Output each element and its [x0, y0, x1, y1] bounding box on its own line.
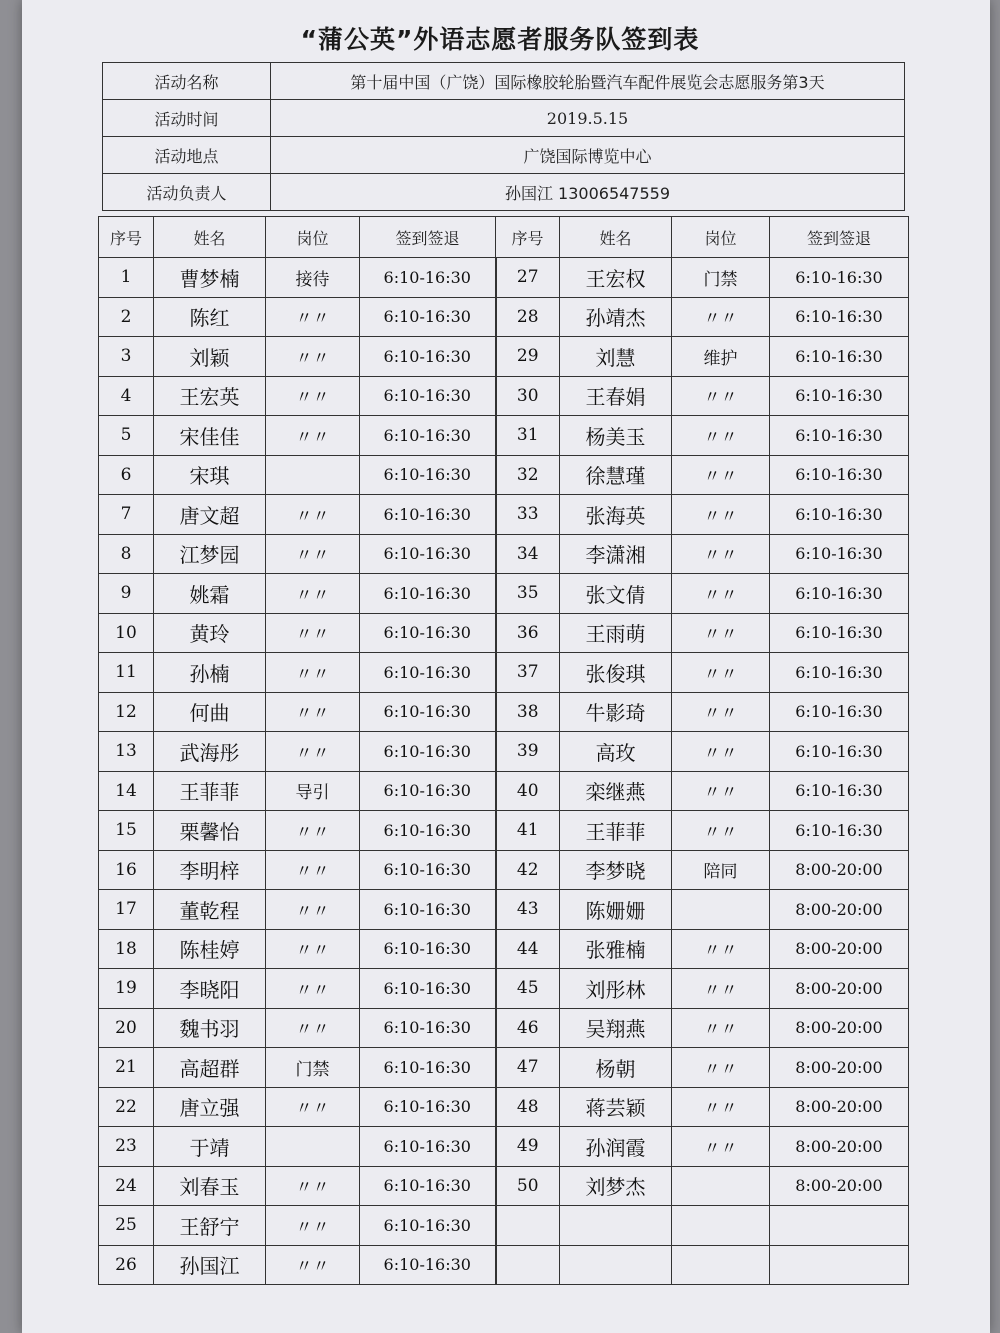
header-sign-right: 签到签退: [770, 217, 909, 258]
cell-post-left: [266, 1127, 360, 1167]
cell-name-right: [560, 1245, 672, 1285]
cell-no-left: 1: [99, 258, 154, 298]
table-row: [99, 1245, 909, 1285]
cell-sign-time-left: 6:10-16:30: [360, 732, 496, 772]
cell-name-left: 于靖: [154, 1127, 266, 1167]
cell-post-right: 〃〃: [672, 1087, 770, 1127]
cell-sign-time-left: 6:10-16:30: [360, 534, 496, 574]
cell-name-right: 徐慧瑾: [560, 455, 672, 495]
sheet-title: “蒲公英”外语志愿者服务队签到表: [300, 25, 700, 54]
cell-sign-time-left: 6:10-16:30: [360, 1008, 496, 1048]
cell-post-right: 〃〃: [672, 574, 770, 614]
cell-post-left: 接待: [266, 258, 360, 298]
table-row: [99, 811, 909, 851]
activity-place-row: [103, 137, 905, 174]
activity-info-table: [102, 62, 905, 211]
header-sign-left: 签到签退: [360, 217, 496, 258]
cell-sign-time-left: 6:10-16:30: [360, 297, 496, 337]
cell-sign-time-right: 6:10-16:30: [770, 692, 909, 732]
cell-name-left: 姚霜: [154, 574, 266, 614]
cell-no-right: 42: [496, 850, 560, 890]
activity-name-label: 活动名称: [103, 63, 271, 100]
cell-sign-time-right: 6:10-16:30: [770, 455, 909, 495]
cell-name-left: 陈桂婷: [154, 929, 266, 969]
cell-name-right: 刘慧: [560, 337, 672, 377]
header-name-right: 姓名: [560, 217, 672, 258]
cell-no-left: 9: [99, 574, 154, 614]
cell-name-right: 张俊琪: [560, 653, 672, 693]
cell-sign-time-right: [770, 1245, 909, 1285]
cell-post-left: 〃〃: [266, 1087, 360, 1127]
cell-post-left: 〃〃: [266, 495, 360, 535]
cell-no-left: 25: [99, 1206, 154, 1246]
leader-row: [103, 174, 905, 211]
cell-no-left: 20: [99, 1008, 154, 1048]
cell-no-left: 24: [99, 1166, 154, 1206]
cell-post-right: 〃〃: [672, 455, 770, 495]
cell-post-right: 〃〃: [672, 653, 770, 693]
cell-name-left: 何曲: [154, 692, 266, 732]
cell-post-right: 〃〃: [672, 969, 770, 1009]
cell-no-right: 28: [496, 297, 560, 337]
cell-name-left: 宋佳佳: [154, 416, 266, 456]
cell-name-right: 张雅楠: [560, 929, 672, 969]
cell-post-left: 〃〃: [266, 692, 360, 732]
cell-name-right: 刘彤林: [560, 969, 672, 1009]
cell-name-left: 王舒宁: [154, 1206, 266, 1246]
cell-no-right: 27: [496, 258, 560, 298]
cell-name-left: 栗馨怡: [154, 811, 266, 851]
cell-sign-time-left: 6:10-16:30: [360, 376, 496, 416]
cell-post-left: 〃〃: [266, 850, 360, 890]
cell-name-left: 李明梓: [154, 850, 266, 890]
cell-sign-time-left: 6:10-16:30: [360, 771, 496, 811]
cell-post-right: 〃〃: [672, 692, 770, 732]
cell-sign-time-left: 6:10-16:30: [360, 811, 496, 851]
cell-post-left: 门禁: [266, 1048, 360, 1088]
cell-no-right: 35: [496, 574, 560, 614]
cell-name-left: 王菲菲: [154, 771, 266, 811]
cell-name-right: 王宏权: [560, 258, 672, 298]
cell-no-left: 13: [99, 732, 154, 772]
cell-post-right: 门禁: [672, 258, 770, 298]
cell-no-left: 22: [99, 1087, 154, 1127]
cell-post-left: 〃〃: [266, 574, 360, 614]
leader-value: 孙国江 13006547559: [271, 174, 905, 211]
cell-sign-time-left: 6:10-16:30: [360, 850, 496, 890]
cell-sign-time-right: 6:10-16:30: [770, 495, 909, 535]
cell-no-left: 18: [99, 929, 154, 969]
cell-no-left: 12: [99, 692, 154, 732]
table-row: [99, 732, 909, 772]
cell-sign-time-right: 6:10-16:30: [770, 376, 909, 416]
cell-name-left: 董乾程: [154, 890, 266, 930]
cell-post-right: 〃〃: [672, 1048, 770, 1088]
cell-name-right: 张文倩: [560, 574, 672, 614]
cell-sign-time-left: 6:10-16:30: [360, 337, 496, 377]
cell-no-right: 43: [496, 890, 560, 930]
cell-name-right: 刘梦杰: [560, 1166, 672, 1206]
cell-sign-time-right: 6:10-16:30: [770, 258, 909, 298]
cell-sign-time-left: 6:10-16:30: [360, 1206, 496, 1246]
cell-post-left: 〃〃: [266, 1245, 360, 1285]
cell-sign-time-right: 8:00-20:00: [770, 1127, 909, 1167]
cell-no-right: 31: [496, 416, 560, 456]
table-row: [99, 455, 909, 495]
cell-no-right: 36: [496, 613, 560, 653]
cell-sign-time-left: 6:10-16:30: [360, 692, 496, 732]
table-row: [99, 297, 909, 337]
cell-name-left: 宋琪: [154, 455, 266, 495]
cell-sign-time-left: 6:10-16:30: [360, 1087, 496, 1127]
cell-post-right: 〃〃: [672, 1127, 770, 1167]
cell-post-right: 〃〃: [672, 811, 770, 851]
cell-name-right: 张海英: [560, 495, 672, 535]
header-name-left: 姓名: [154, 217, 266, 258]
cell-name-right: 杨朝: [560, 1048, 672, 1088]
cell-name-left: 刘颖: [154, 337, 266, 377]
cell-post-right: [672, 1245, 770, 1285]
cell-name-left: 孙楠: [154, 653, 266, 693]
cell-no-right: 39: [496, 732, 560, 772]
cell-no-left: 6: [99, 455, 154, 495]
cell-no-left: 26: [99, 1245, 154, 1285]
cell-name-left: 刘春玉: [154, 1166, 266, 1206]
cell-name-left: 曹梦楠: [154, 258, 266, 298]
cell-post-left: 〃〃: [266, 416, 360, 456]
cell-post-right: 〃〃: [672, 771, 770, 811]
cell-no-left: 5: [99, 416, 154, 456]
table-row: [99, 574, 909, 614]
cell-sign-time-right: 8:00-20:00: [770, 1048, 909, 1088]
table-row: [99, 1008, 909, 1048]
cell-no-right: [496, 1206, 560, 1246]
roster-body: [99, 258, 909, 1285]
cell-sign-time-left: 6:10-16:30: [360, 653, 496, 693]
cell-name-left: 高超群: [154, 1048, 266, 1088]
cell-post-left: 〃〃: [266, 337, 360, 377]
cell-post-right: 〃〃: [672, 1008, 770, 1048]
cell-post-left: 〃〃: [266, 969, 360, 1009]
table-row: [99, 1166, 909, 1206]
cell-sign-time-left: 6:10-16:30: [360, 1048, 496, 1088]
cell-sign-time-left: 6:10-16:30: [360, 455, 496, 495]
cell-no-left: 15: [99, 811, 154, 851]
table-row: [99, 890, 909, 930]
table-row: [99, 969, 909, 1009]
cell-sign-time-right: 6:10-16:30: [770, 771, 909, 811]
cell-name-right: 高玫: [560, 732, 672, 772]
cell-post-right: 维护: [672, 337, 770, 377]
table-row: [99, 653, 909, 693]
table-row: [99, 850, 909, 890]
cell-no-right: 49: [496, 1127, 560, 1167]
cell-sign-time-left: 6:10-16:30: [360, 613, 496, 653]
cell-no-right: 30: [496, 376, 560, 416]
cell-sign-time-right: 8:00-20:00: [770, 890, 909, 930]
cell-no-right: 38: [496, 692, 560, 732]
cell-post-right: 〃〃: [672, 297, 770, 337]
cell-name-right: 陈姗姗: [560, 890, 672, 930]
table-row: [99, 1206, 909, 1246]
cell-post-right: 〃〃: [672, 376, 770, 416]
cell-no-right: 41: [496, 811, 560, 851]
cell-no-left: 16: [99, 850, 154, 890]
table-row: [99, 376, 909, 416]
cell-sign-time-left: 6:10-16:30: [360, 495, 496, 535]
cell-sign-time-right: 6:10-16:30: [770, 811, 909, 851]
cell-sign-time-left: 6:10-16:30: [360, 258, 496, 298]
cell-name-left: 武海彤: [154, 732, 266, 772]
cell-sign-time-right: 8:00-20:00: [770, 1166, 909, 1206]
cell-post-right: 〃〃: [672, 929, 770, 969]
cell-post-left: 〃〃: [266, 376, 360, 416]
activity-name-value: 第十届中国（广饶）国际橡胶轮胎暨汽车配件展览会志愿服务第3天: [271, 63, 905, 100]
activity-time-row: [103, 100, 905, 137]
cell-post-left: 〃〃: [266, 1166, 360, 1206]
table-row: [99, 613, 909, 653]
cell-name-right: 孙润霞: [560, 1127, 672, 1167]
cell-sign-time-left: 6:10-16:30: [360, 574, 496, 614]
cell-no-right: 44: [496, 929, 560, 969]
cell-sign-time-left: 6:10-16:30: [360, 1127, 496, 1167]
cell-sign-time-right: [770, 1206, 909, 1246]
cell-no-left: 11: [99, 653, 154, 693]
cell-post-left: 〃〃: [266, 1206, 360, 1246]
cell-post-right: [672, 1166, 770, 1206]
cell-no-left: 19: [99, 969, 154, 1009]
cell-name-right: 王春娟: [560, 376, 672, 416]
cell-post-left: 〃〃: [266, 732, 360, 772]
cell-name-left: 江梦园: [154, 534, 266, 574]
cell-no-left: 4: [99, 376, 154, 416]
cell-name-left: 陈红: [154, 297, 266, 337]
cell-post-left: 〃〃: [266, 613, 360, 653]
table-row: [99, 771, 909, 811]
cell-name-right: 孙靖杰: [560, 297, 672, 337]
cell-sign-time-right: 6:10-16:30: [770, 534, 909, 574]
activity-name-row: [103, 63, 905, 100]
cell-sign-time-right: 8:00-20:00: [770, 969, 909, 1009]
leader-label: 活动负责人: [103, 174, 271, 211]
cell-name-left: 李晓阳: [154, 969, 266, 1009]
cell-no-left: 14: [99, 771, 154, 811]
header-post-left: 岗位: [266, 217, 360, 258]
table-row: [99, 692, 909, 732]
cell-sign-time-right: 6:10-16:30: [770, 653, 909, 693]
cell-post-right: 〃〃: [672, 732, 770, 772]
cell-no-right: [496, 1245, 560, 1285]
cell-no-right: 34: [496, 534, 560, 574]
table-row: [99, 258, 909, 298]
cell-sign-time-left: 6:10-16:30: [360, 929, 496, 969]
cell-post-right: 〃〃: [672, 534, 770, 574]
cell-no-left: 17: [99, 890, 154, 930]
cell-post-left: 〃〃: [266, 929, 360, 969]
cell-no-left: 7: [99, 495, 154, 535]
cell-no-left: 21: [99, 1048, 154, 1088]
cell-sign-time-right: 6:10-16:30: [770, 574, 909, 614]
cell-sign-time-right: 8:00-20:00: [770, 929, 909, 969]
cell-name-right: 杨美玉: [560, 416, 672, 456]
cell-post-right: [672, 890, 770, 930]
cell-sign-time-right: 8:00-20:00: [770, 1087, 909, 1127]
table-row: [99, 1048, 909, 1088]
cell-sign-time-right: 6:10-16:30: [770, 613, 909, 653]
table-row: [99, 929, 909, 969]
header-post-right: 岗位: [672, 217, 770, 258]
cell-no-left: 3: [99, 337, 154, 377]
cell-no-left: 8: [99, 534, 154, 574]
cell-post-left: 〃〃: [266, 297, 360, 337]
table-row: [99, 1087, 909, 1127]
cell-sign-time-right: 6:10-16:30: [770, 297, 909, 337]
cell-name-right: 蒋芸颖: [560, 1087, 672, 1127]
cell-post-left: 〃〃: [266, 811, 360, 851]
cell-name-right: 王雨萌: [560, 613, 672, 653]
cell-name-left: 唐立强: [154, 1087, 266, 1127]
cell-name-left: 魏书羽: [154, 1008, 266, 1048]
activity-time-label: 活动时间: [103, 100, 271, 137]
cell-no-left: 23: [99, 1127, 154, 1167]
cell-no-right: 32: [496, 455, 560, 495]
roster-header-row: [99, 217, 909, 258]
cell-name-right: 栾继燕: [560, 771, 672, 811]
activity-place-value: 广饶国际博览中心: [271, 137, 905, 174]
cell-post-left: [266, 455, 360, 495]
cell-no-right: 50: [496, 1166, 560, 1206]
table-row: [99, 1127, 909, 1167]
cell-post-right: 〃〃: [672, 613, 770, 653]
cell-name-right: 李梦晓: [560, 850, 672, 890]
cell-sign-time-left: 6:10-16:30: [360, 416, 496, 456]
cell-no-right: 29: [496, 337, 560, 377]
table-row: [99, 337, 909, 377]
cell-no-right: 37: [496, 653, 560, 693]
cell-no-right: 45: [496, 969, 560, 1009]
cell-name-left: 黄玲: [154, 613, 266, 653]
cell-name-right: [560, 1206, 672, 1246]
cell-sign-time-right: 6:10-16:30: [770, 337, 909, 377]
header-no-left: 序号: [99, 217, 154, 258]
cell-sign-time-left: 6:10-16:30: [360, 1245, 496, 1285]
cell-no-right: 40: [496, 771, 560, 811]
cell-name-right: 李潇湘: [560, 534, 672, 574]
table-row: [99, 416, 909, 456]
cell-sign-time-right: 8:00-20:00: [770, 1008, 909, 1048]
cell-post-right: 陪同: [672, 850, 770, 890]
table-row: [99, 534, 909, 574]
cell-name-right: 王菲菲: [560, 811, 672, 851]
cell-no-right: 33: [496, 495, 560, 535]
cell-no-left: 10: [99, 613, 154, 653]
header-no-right: 序号: [496, 217, 560, 258]
cell-name-right: 吴翔燕: [560, 1008, 672, 1048]
cell-no-right: 48: [496, 1087, 560, 1127]
cell-no-right: 47: [496, 1048, 560, 1088]
cell-post-right: 〃〃: [672, 416, 770, 456]
cell-post-left: 〃〃: [266, 534, 360, 574]
cell-name-left: 孙国江: [154, 1245, 266, 1285]
cell-post-left: 导引: [266, 771, 360, 811]
cell-post-left: 〃〃: [266, 1008, 360, 1048]
table-row: [99, 495, 909, 535]
roster-table: [98, 216, 909, 1285]
cell-sign-time-left: 6:10-16:30: [360, 1166, 496, 1206]
cell-name-left: 唐文超: [154, 495, 266, 535]
cell-post-right: 〃〃: [672, 495, 770, 535]
cell-sign-time-right: 6:10-16:30: [770, 416, 909, 456]
cell-no-right: 46: [496, 1008, 560, 1048]
cell-post-left: 〃〃: [266, 653, 360, 693]
cell-no-left: 2: [99, 297, 154, 337]
cell-post-right: [672, 1206, 770, 1246]
cell-name-left: 王宏英: [154, 376, 266, 416]
activity-place-label: 活动地点: [103, 137, 271, 174]
cell-name-right: 牛影琦: [560, 692, 672, 732]
cell-sign-time-left: 6:10-16:30: [360, 969, 496, 1009]
cell-sign-time-right: 8:00-20:00: [770, 850, 909, 890]
activity-time-value: 2019.5.15: [271, 100, 905, 137]
cell-post-left: 〃〃: [266, 890, 360, 930]
cell-sign-time-right: 6:10-16:30: [770, 732, 909, 772]
cell-sign-time-left: 6:10-16:30: [360, 890, 496, 930]
